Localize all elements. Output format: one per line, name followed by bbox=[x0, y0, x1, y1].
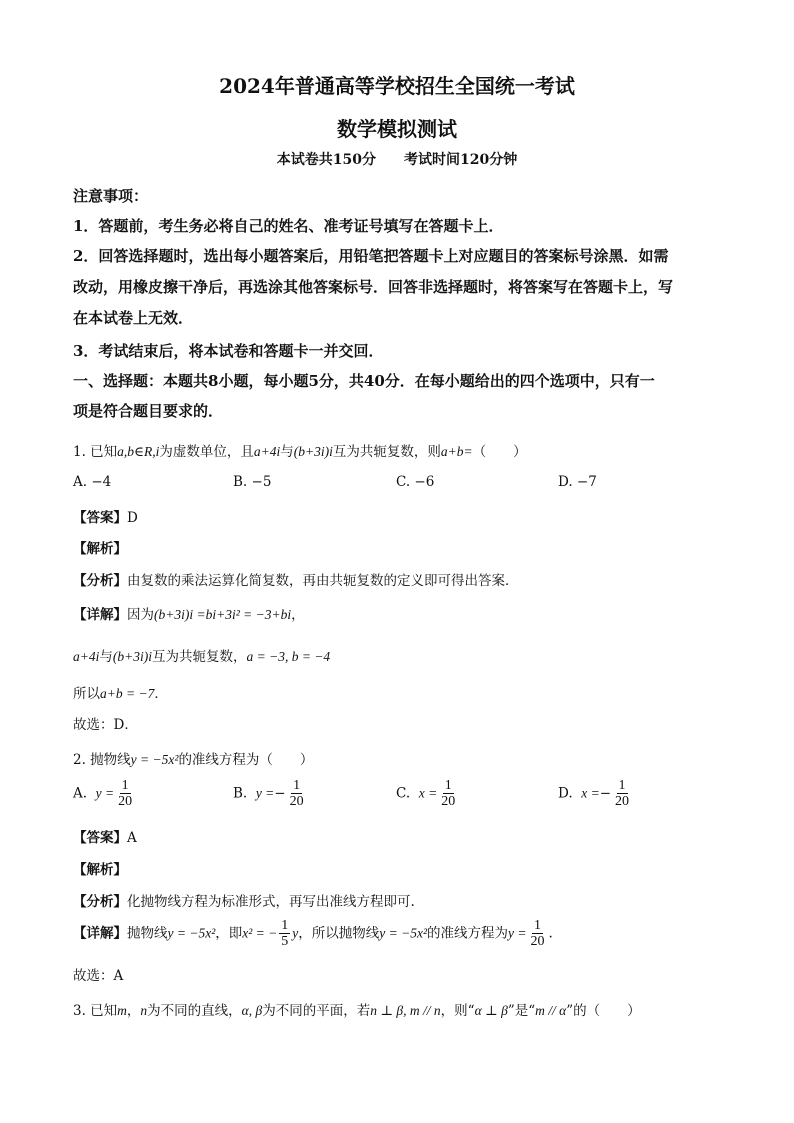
q2-stem: 2. 抛物线y = −5x²的准线方程为（ ） bbox=[73, 752, 314, 768]
q1-xiangjie: 【详解】因为(b+3i)i =bi+3i² = −3+bi， bbox=[73, 607, 305, 623]
q2-option-b: B. y =− $\frac{1}{20}$ bbox=[233, 778, 304, 810]
note-2-line-1: 2．回答选择题时，选出每小题答案后，用铅笔把答题卡上对应题目的答案标号涂黑．如需 bbox=[73, 247, 669, 265]
q1-choose: 故选：D． bbox=[73, 717, 138, 733]
section-heading-line-1: 一、选择题：本题共8小题，每小题5分，共40分．在每小题给出的四个选项中，只有一 bbox=[73, 372, 655, 390]
section-heading-line-2: 项是符合题目要求的． bbox=[73, 402, 224, 420]
notes-heading: 注意事项： bbox=[73, 187, 149, 205]
q2-option-a: A. y = $\frac{1}{20}$ bbox=[73, 778, 133, 810]
note-2-line-2: 改动，用橡皮擦干净后，再选涂其他答案标号．回答非选择题时，将答案写在答题卡上，写 bbox=[73, 278, 674, 296]
q1-fenxi: 【分析】由复数的乘法运算化简复数，再由共轭复数的定义即可得出答案． bbox=[73, 573, 519, 589]
exam-title: 2024年普通高等学校招生全国统一考试 bbox=[219, 74, 575, 98]
q2-option-d: D. x =− $\frac{1}{20}$ bbox=[558, 778, 630, 810]
q2-options bbox=[73, 778, 713, 822]
q2-answer: 【答案】A bbox=[73, 830, 137, 846]
q2-choose: 故选：A bbox=[73, 968, 124, 984]
q1-xiangjie-line-2: a+4i与(b+3i)i互为共轭复数，a = −3, b = −4 bbox=[73, 649, 331, 665]
q3-stem: 3. 已知m，n为不同的直线，α, β为不同的平面，若n ⊥ β, m // n，则“α ⊥ β”是“m // α”的（ ） bbox=[73, 1003, 641, 1019]
note-1: 1．答题前，考生务必将自己的姓名、准考证号填写在答题卡上． bbox=[73, 217, 504, 235]
q1-answer: 【答案】D bbox=[73, 510, 138, 526]
q2-jiexi: 【解析】 bbox=[73, 862, 127, 878]
q1-option-d: D. −7 bbox=[558, 474, 597, 490]
q1-jiexi: 【解析】 bbox=[73, 541, 127, 557]
q1-option-c: C. −6 bbox=[396, 474, 435, 490]
exam-info: 本试卷共150分 考试时间120分钟 bbox=[276, 152, 518, 168]
q1-option-a: A. −4 bbox=[73, 474, 112, 490]
note-3: 3．考试结束后，将本试卷和答题卡一并交回． bbox=[73, 342, 384, 360]
q2-fenxi: 【分析】化抛物线方程为标准形式，再写出准线方程即可. bbox=[73, 894, 415, 910]
exam-subtitle: 数学模拟测试 bbox=[337, 117, 457, 141]
q2-xiangjie: 【详解】抛物线y = −5x²，即x² = − $\frac{1}{5}$ y，所以抛物线y = −5x²的准线方程为y = $\frac{1}{20}$ . bbox=[73, 918, 553, 950]
q1-option-b: B. −5 bbox=[233, 474, 272, 490]
q2-option-c: C. x = $\frac{1}{20}$ bbox=[396, 778, 456, 810]
q1-xiangjie-line-3: 所以a+b = −7． bbox=[73, 686, 168, 702]
note-2-line-3: 在本试卷上无效． bbox=[73, 309, 194, 327]
q1-stem: 1. 已知a,b∈R,i为虚数单位，且a+4i与(b+3i)i互为共轭复数，则a+b=（ ） bbox=[73, 444, 527, 460]
